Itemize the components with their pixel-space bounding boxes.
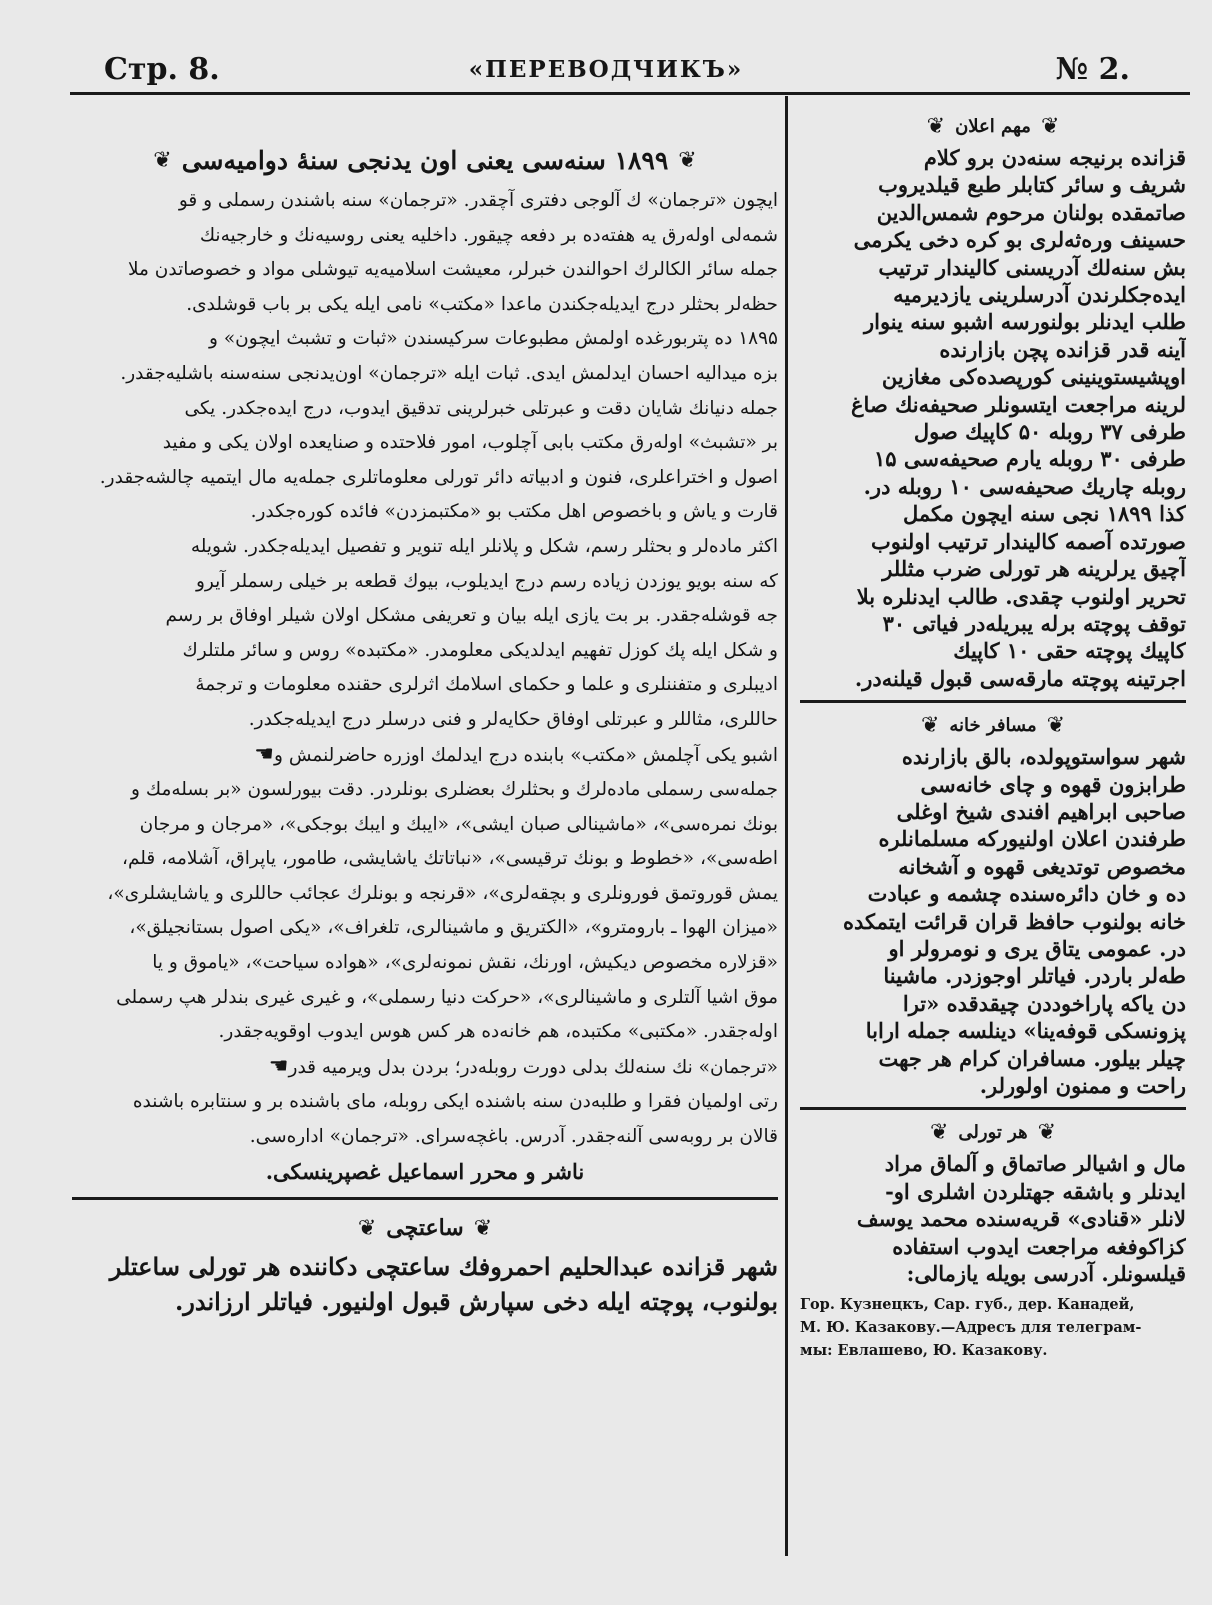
watchmaker-heading: ❦ ساعتچی ❦ bbox=[357, 1215, 493, 1242]
text-line: حسینف وره‌ثه‌لری بو کره دخی یکرمی bbox=[853, 227, 1186, 253]
text-line: طرفی ۳۷ روبله ۵۰ کاپیك صول bbox=[913, 419, 1186, 445]
text-line: ۱۸۹۵ ده پتربورغده اولمش مطبوعات سرکیسندن «ثبات و تشبث ایچون» و bbox=[209, 328, 778, 350]
text-line: مال و اشیالر صاتماق و آلماق مراد bbox=[884, 1151, 1186, 1177]
announcement-ad bbox=[800, 144, 1186, 692]
text-line: قزانده برنیجه سنه‌دن برو کلام bbox=[923, 145, 1186, 170]
text-line: اشبو یکی آچلمش «مکتب» بابنده درج ایدلمك اوزره حاضرلنمش و☚ bbox=[254, 741, 778, 767]
text-line: یمش قوروتمق فورونلری و بچقه‌لری»، «قرنجه و بونلرك عجائب حاللری و یاشایشلری»، bbox=[107, 882, 778, 904]
text-line: М. Ю. Казакову.—Адресъ для телеграм- bbox=[800, 1319, 1142, 1337]
text-line: اوله‌جقدر. «مکتبی» مکتبده، هم خانه‌ده هر کس هوس ایدوب اوقویه‌جقدر. bbox=[218, 1021, 778, 1043]
subscription-article bbox=[72, 184, 778, 1189]
pointing-hand-icon: ☚ bbox=[254, 741, 274, 767]
text-line: صورتده آصمه کالیندار ترتیب اولنوب bbox=[870, 528, 1186, 554]
text-line: صاتمقده بولنان مرحوم شمس‌الدین bbox=[876, 199, 1186, 225]
ornament-icon: ❦ bbox=[1037, 1119, 1057, 1145]
text-line: мы: Евлашево, Ю. Казакову. bbox=[800, 1342, 1048, 1360]
text-line: جه قوشله‌جقدر. بر بت یازی ایله بیان و تعریفی مشکل اولان شیلر اوفاق بر رسم bbox=[165, 605, 778, 627]
inn-ad bbox=[800, 743, 1186, 1099]
text-line: اصول و اختراعلری، فنون و ادبیاته دائر تورلی معلوماتلری جمله‌یه مال ایتمیه چالشه‌جقدر. bbox=[99, 466, 778, 488]
text-line: شمه‌لی اوله‌رق یه هفته‌ده بر دفعه چیقور. داخلیه یعنی روسیه‌نك و خارجیه‌نك bbox=[199, 224, 778, 246]
announcement-heading: ❦ مهم اعلان ❦ bbox=[926, 113, 1060, 139]
text-line: جمله سائر الکالرك احوالندن خبرلر، معیشت اسلامیه‌یه تیوشلی مواد و خصوصاتدن ملا bbox=[127, 259, 778, 281]
text-line: کاپیك پوچته حقی ۱۰ کاپیك bbox=[953, 638, 1186, 664]
issue-number: № 2. bbox=[1055, 52, 1130, 87]
text-line: که سنه بویو یوزدن زیاده رسم درج ایدیلوب، بیوك قطعه بر خیلی رسملر آیرو bbox=[196, 570, 778, 592]
text-line: اجرتینه پوچته مارقه‌سی قبول قیلنه‌در. bbox=[854, 665, 1186, 691]
column-divider bbox=[785, 96, 788, 1556]
text-line: دن یاکه پاراخوددن چیقدقده «ترا bbox=[902, 990, 1186, 1016]
text-line: جمله دنیانك شایان دقت و عبرتلی خبرلرینی تدقیق ایدوب، درج ایده‌جکدر. یکی bbox=[184, 397, 778, 419]
text-line: Гор. Кузнецкъ, Сар. губ., дер. Канадей, bbox=[800, 1296, 1135, 1314]
page-header bbox=[0, 50, 1212, 96]
ornament-icon: ❦ bbox=[920, 712, 940, 738]
russian-address bbox=[800, 1293, 1186, 1362]
text-line: تحریر اولنوب چقدی. طالب ایدنلره بلا bbox=[856, 583, 1186, 609]
text-line: بونك نمره‌سی»، «ماشینالی صبان ایشی»، «ایبك و ایبك بوجکی»، «مرجان و مرجان bbox=[139, 813, 778, 835]
newspaper-title: «ПЕРЕВОДЧИКЪ» bbox=[468, 56, 744, 83]
ornament-icon: ❦ bbox=[473, 1215, 493, 1241]
text-line: شریف و سائر کتابلر طبع قیلدیروب bbox=[878, 172, 1186, 198]
pointing-hand-icon: ☚ bbox=[268, 1053, 289, 1079]
text-line: موق اشیا آلتلری و ماشینالری»، «حرکت دنیا رسملی»، و غیری غیری بندلر هپ رسملی bbox=[116, 986, 778, 1008]
header-rule bbox=[70, 92, 1190, 95]
ornament-icon: ❦ bbox=[357, 1215, 377, 1241]
text-line: رتی اولمیان فقرا و طلبه‌دن سنه باشنده ایکی روبله، مای باشنده بر و سنتابره باشنده bbox=[132, 1091, 778, 1113]
page-number: Стр. 8. bbox=[104, 52, 220, 87]
text-line: توقف پوچته برله یبریله‌در فیاتی ۳۰ bbox=[882, 610, 1186, 636]
ornament-icon: ❦ bbox=[678, 147, 697, 173]
text-line: صاحبی ابراهیم افندی شیخ اوغلی bbox=[896, 798, 1186, 824]
section-rule bbox=[72, 1197, 778, 1200]
ornament-icon: ❦ bbox=[929, 1119, 949, 1145]
varieties-ad bbox=[800, 1150, 1186, 1287]
ornament-icon: ❦ bbox=[926, 113, 946, 139]
text-line: ناشر و محرر اسماعیل غصپرینسکی. bbox=[265, 1158, 585, 1184]
text-line: بش سنه‌لك آدریسنی کالیندار ترتیب bbox=[878, 254, 1186, 280]
text-line: جمله‌سی رسملی ماده‌لرك و بحثلرك بعضلری بونلردر. دقت بیورلسون «بر بسله‌مك و bbox=[131, 779, 778, 801]
left-column bbox=[72, 100, 778, 1550]
text-line: پزونسکی قوفه‌ینا» دینلسه جمله ارابا bbox=[865, 1018, 1186, 1044]
text-line: کذا ۱۸۹۹ نجی سنه ایچون مکمل bbox=[902, 501, 1186, 527]
text-line: خانه بولنوب حافظ قران قرائت ایتمکده bbox=[842, 908, 1186, 934]
inn-heading: ❦ مسافر خانه ❦ bbox=[920, 712, 1066, 738]
text-line: آینه قدر قزانده پچن بازارنده bbox=[939, 336, 1186, 362]
text-line: طه‌لر باردر. فیاتلر اوجوزدر. ماشینا bbox=[883, 963, 1186, 989]
text-line: اکثر ماده‌لر و بحثلر رسم، شکل و پلانلر ایله تنویر و تفصیل ایدیله‌جکدر. شویله bbox=[190, 535, 778, 557]
ornament-icon: ❦ bbox=[1046, 712, 1066, 738]
text-line: طرفی ۳۰ روبله یارم صحیفه‌سی ۱۵ bbox=[874, 446, 1186, 472]
text-line: قیلسونلر. آدرسی بویله یازمالی: bbox=[906, 1261, 1186, 1287]
text-line: بر «تشبث» اوله‌رق مکتب بابی آچلوب، امور فلاحتده و صنایعده اولان یکی و مفید bbox=[162, 432, 778, 454]
section-rule bbox=[800, 1107, 1186, 1110]
text-line: آچیق یرلرینه هر تورلی ضرب مثللر bbox=[882, 556, 1186, 582]
text-line: قارت و یاش و باخصوص اهل مکتب بو «مکتبمزدن» فائده کوره‌جکدر. bbox=[250, 501, 778, 523]
text-line: حظه‌لر بحثلر درج ایدیله‌جکندن ماعدا «مکتب» نامی ایله یکی بر باب قوشلدی. bbox=[186, 293, 778, 315]
text-line: قالان بر روبه‌سی آلنه‌جقدر. آدرس. باغچه‌سرای. «ترجمان» اداره‌سی. bbox=[249, 1126, 778, 1148]
right-column bbox=[800, 100, 1186, 1550]
text-line: بزه میدالیه احسان ایدلمش ایدی. ثبات ایله «ترجمان» اون‌یدنجی سنه‌سنه باشلیه‌جقدر. bbox=[120, 362, 778, 384]
text-line: طلب ایدنلر بولنورسه اشبو سنه ینوار bbox=[863, 309, 1186, 335]
text-line: ده و خان دائره‌سنده چشمه و عبادت bbox=[867, 881, 1186, 907]
ornament-icon: ❦ bbox=[1040, 113, 1060, 139]
text-line: اطه‌سی»، «خطوط و بونك ترقیسی»، «نباتاتك یاشایشی، طامور، یاپراق، آشلامه، قلم، bbox=[121, 848, 778, 870]
text-line: ادیبلری و متفننلری و علما و حکمای اسلامك اثرلری حقنده معلومات و ترجمهٔ bbox=[195, 674, 778, 696]
text-line: طرفندن اعلان اولنیورکه مسلمانلره bbox=[878, 826, 1186, 852]
text-line: اوپشیستوینینی کورپصده‌کی مغازین bbox=[881, 364, 1186, 390]
text-line: «قزلاره مخصوص دیکیش، اورنك، نقش نمونه‌لری»، «هواده سیاحت»، «یاموق و یا bbox=[152, 952, 778, 974]
text-line: لرینه مراجعت ایتسونلر صحیفه‌نك صاغ bbox=[851, 391, 1186, 417]
text-line: لانلر «قنادی» قریه‌سنده محمد یوسف bbox=[856, 1206, 1186, 1232]
watchmaker-ad bbox=[72, 1250, 778, 1319]
text-line: راحت و ممنون اولورلر. bbox=[979, 1073, 1186, 1098]
text-line: «میزان الهوا ـ بارومترو»، «الکتریق و ماشینالری، تلغراف»، «یکی اصول بستانجیلق»، bbox=[129, 917, 778, 939]
text-line: شهر قزانده عبدالحلیم احمروفك ساعتچی دکاننده هر تورلی ساعتلر bbox=[109, 1252, 778, 1282]
text-line: چیلر بیلور. مسافران کرام هر جهت bbox=[878, 1045, 1186, 1071]
subscription-heading: ❦ ۱۸۹۹ سنه‌سی یعنی اون یدنجی سنهٔ دوامیه‌سی ❦ bbox=[153, 145, 697, 175]
text-line: ایده‌جکلرندن آدرسلرینی یازدیرمیه bbox=[893, 282, 1186, 308]
text-line: ایدنلر و باشقه جهتلردن اشلری او- bbox=[885, 1178, 1186, 1204]
text-line: حاللری، مثاللر و عبرتلی اوفاق حکایه‌لر و فنی درسلر درج ایدیله‌جکدر. bbox=[248, 708, 778, 730]
text-line: و شکل ایله پك کوزل تفهیم ایدلدیکی معلومدر. «مکتبده» روس و سائر ملتلرك bbox=[182, 639, 778, 661]
text-line: شهر سواستوپولده، بالق بازارنده bbox=[901, 744, 1186, 770]
text-line: مخصوص توتدیغی قهوه و آشخانه bbox=[898, 853, 1186, 879]
text-line: بولنوب، پوچته ایله دخی سپارش قبول اولنیور. فیاتلر ارزاندر. bbox=[174, 1286, 778, 1316]
varieties-heading: ❦ هر تورلی ❦ bbox=[929, 1119, 1057, 1145]
text-line: در. عمومی یتاق یری و نومرولر او bbox=[888, 935, 1186, 961]
text-line: طرابزون قهوه و چای خانه‌سی bbox=[920, 771, 1186, 797]
ornament-icon: ❦ bbox=[153, 147, 172, 173]
text-line: روبله چاریك صحیفه‌سی ۱۰ روبله در. bbox=[863, 473, 1186, 499]
text-line: کزاکوفغه مراجعت ایدوب استفاده bbox=[892, 1233, 1186, 1259]
text-line: ایچون «ترجمان» ك آلوجی دفتری آچقدر. «ترجمان» سنه باشندن رسملی و قو bbox=[178, 190, 778, 211]
section-rule bbox=[800, 700, 1186, 703]
text-line: «ترجمان» نك سنه‌لك بدلی دورت روبله‌در؛ بردن بدل ویرمیه قدر☚ bbox=[268, 1053, 778, 1079]
